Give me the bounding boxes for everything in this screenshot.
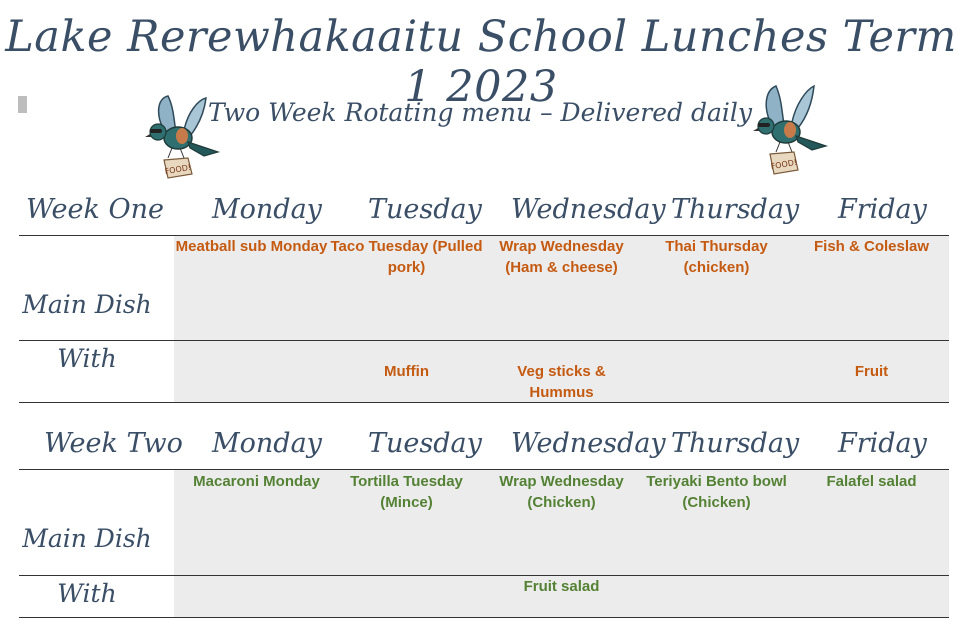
week-two-with-wednesday: Fruit salad — [523, 578, 600, 595]
svg-text:FOOD!: FOOD! — [164, 162, 192, 177]
paragraph-marker — [18, 96, 27, 113]
week-one-main-tuesday: Taco Tuesday (Pulled pork) — [330, 238, 483, 276]
bird-delivery-icon-right — [750, 84, 830, 176]
week-one-main-wednesday: Wrap Wednesday (Ham & cheese) — [499, 238, 624, 276]
week-one-with-friday: Fruit — [854, 363, 889, 380]
week-two-main-tuesday: Tortilla Tuesday (Mince) — [350, 473, 463, 511]
divider — [19, 402, 949, 403]
page-title: Lake Rerewhakaaitu School Lunches Term 1 2023 — [5, 12, 957, 112]
week-one-with-wednesday: Veg sticks & Hummus — [517, 363, 606, 401]
week-one-label: Week One — [26, 194, 164, 225]
page-subtitle: Two Week Rotating menu – Delivered daily — [207, 98, 752, 127]
week-two-main-thursday: Teriyaki Bento bowl (Chicken) — [646, 473, 787, 511]
week-two-day-thursday: Thursday — [671, 428, 800, 459]
week-one-main-dish-label: Main Dish — [22, 290, 152, 319]
week-one-day-thursday: Thursday — [671, 194, 800, 225]
week-two-day-tuesday: Tuesday — [368, 428, 482, 459]
week-two-main-monday: Macaroni Monday — [193, 473, 320, 490]
week-one-main-monday: Meatball sub Monday — [175, 238, 328, 255]
divider — [19, 617, 949, 618]
week-one-with-tuesday: Muffin — [384, 363, 429, 380]
week-two-main-wednesday: Wrap Wednesday (Chicken) — [499, 473, 624, 511]
week-two-label: Week Two — [44, 428, 183, 459]
week-two-day-monday: Monday — [212, 428, 322, 459]
bird-delivery-icon-left — [144, 94, 222, 180]
week-two-with-label: With — [57, 579, 117, 608]
week-two-main-friday: Falafel salad — [826, 473, 917, 490]
week-one-header-row — [0, 194, 962, 238]
week-one-day-monday: Monday — [212, 194, 322, 225]
week-one-main-thursday: Thai Thursday (chicken) — [665, 238, 768, 276]
week-two-header-row — [0, 428, 962, 472]
week-two-day-wednesday: Wednesday — [511, 428, 666, 459]
week-two-main-dish-label: Main Dish — [22, 524, 152, 553]
week-two-day-friday: Friday — [838, 428, 927, 459]
week-one-main-friday: Fish & Coleslaw — [813, 238, 930, 255]
week-one-day-friday: Friday — [838, 194, 927, 225]
week-one-day-tuesday: Tuesday — [368, 194, 482, 225]
svg-text:FOOD!: FOOD! — [770, 157, 798, 172]
week-one-day-wednesday: Wednesday — [511, 194, 666, 225]
week-one-with-label: With — [57, 344, 117, 373]
